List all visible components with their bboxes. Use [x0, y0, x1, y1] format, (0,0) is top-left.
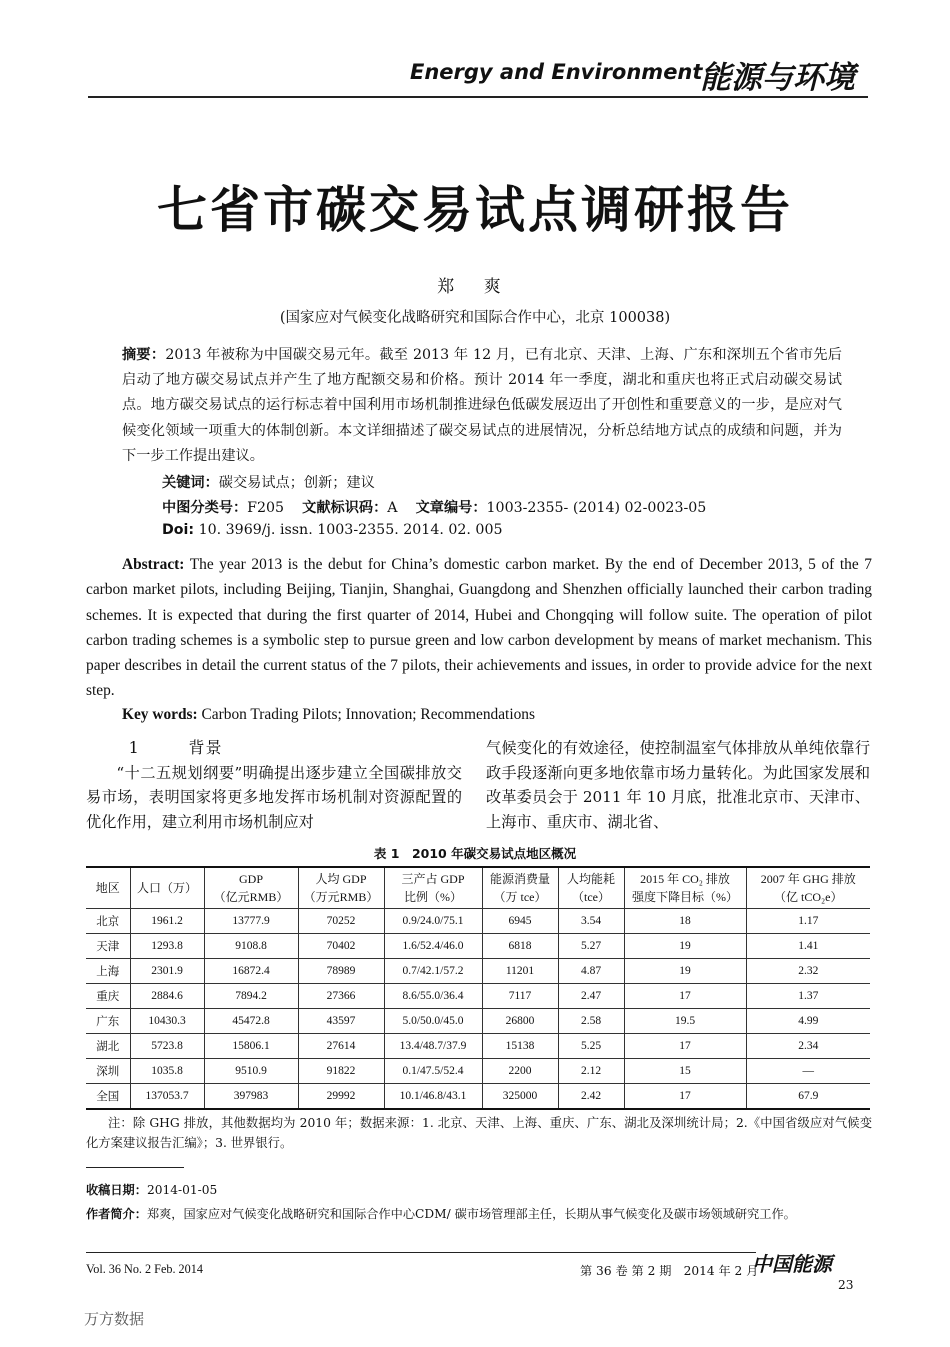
table-cell: 78989 [298, 959, 384, 984]
en-abstract-label: Abstract: [122, 556, 185, 573]
table-cell: 70402 [298, 934, 384, 959]
table-cell: 26800 [482, 1009, 558, 1034]
table-cell: 上海 [86, 959, 130, 984]
table-cell: 18 [624, 909, 746, 934]
table-cell: 2884.6 [130, 984, 204, 1009]
table-cell: 13777.9 [204, 909, 298, 934]
table-row [86, 1009, 870, 1034]
table-cell: 2301.9 [130, 959, 204, 984]
en-abstract [86, 552, 872, 704]
cn-abstract [122, 343, 842, 469]
author-bio: 作者简介：郑爽，国家应对气候变化战略研究和国际合作中心CDM/ 碳市场管理部主任，长期从事气候变化及碳市场领域研究工作。 [86, 1207, 796, 1221]
table-header-cell: 2015 年 CO₂ 排放 强度下降目标（%） [624, 867, 746, 909]
table-cell: 1.6/52.4/46.0 [384, 934, 482, 959]
table-cell: 湖北 [86, 1034, 130, 1059]
table-cell: 9108.8 [204, 934, 298, 959]
table-cell: 0.9/24.0/75.1 [384, 909, 482, 934]
table-cell: 2.58 [558, 1009, 624, 1034]
table-cell: 5.0/50.0/45.0 [384, 1009, 482, 1034]
section-heading: 1 背景 [128, 738, 223, 757]
table-cell: 70252 [298, 909, 384, 934]
table-cell: 4.87 [558, 959, 624, 984]
classification-line: 中图分类号：F205 文献标识码：A 文章编号：1003-2355- (2014) 02-0023-05 [162, 500, 707, 516]
table-cell: 15806.1 [204, 1034, 298, 1059]
table-cell: 11201 [482, 959, 558, 984]
table-header-cell: 三产占 GDP 比例（%） [384, 867, 482, 909]
table-cell: 7117 [482, 984, 558, 1009]
table-header-cell: 2007 年 GHG 排放 （亿 tCO₂e） [746, 867, 870, 909]
table-cell: 广东 [86, 1009, 130, 1034]
table-cell: 137053.7 [130, 1084, 204, 1110]
table-cell: 8.6/55.0/36.4 [384, 984, 482, 1009]
table-header-cell: 人均 GDP （万元RMB） [298, 867, 384, 909]
footnote-rule [86, 1167, 184, 1168]
cn-abstract-text: 2013 年被称为中国碳交易元年。截至 2013 年 12 月，已有北京、天津、上海、广东和深圳五个省市先后启动了地方碳交易试点并产生了地方配额交易和价格。预计 2014 年一季度，湖北和重庆也将正式启动碳交易试点。地方碳交易试点的运行标志着中国利用市场机制推进绿色低碳发展迈出了开创性和重要意义的一步，是应对气候变化领域一项重大的体制创新。本文详细描述了碳交易试点的进展情况，分析总结地方试点的成绩和问题，并为下一步工作提出建议。 [122, 347, 842, 464]
table-header-cell: 人口（万） [130, 867, 204, 909]
table-cell: 全国 [86, 1084, 130, 1110]
table-cell: 天津 [86, 934, 130, 959]
table-cell: 1035.8 [130, 1059, 204, 1084]
table-cell: 7894.2 [204, 984, 298, 1009]
table-cell: 1961.2 [130, 909, 204, 934]
journal-logo: 中国能源 [752, 1252, 832, 1276]
footer-volume-en: Vol. 36 No. 2 Feb. 2014 [86, 1262, 203, 1276]
table-cell: 2.47 [558, 984, 624, 1009]
en-abstract-text: The year 2013 is the debut for China’s domestic carbon market. By the end of December 2013, 5 of the 7 carbon market pilots, including Beijing, Tianjin, Shanghai, Guangdong and Shenzhen officially launched their carbon trading schemes. It is expected that during the first quarter of 2014, Hubei and Chongqing will follow suite. The operation of pilot carbon trading schemes is a symbolic step to pursue green and low carbon development by means of market mechanism. This paper describes in detail the current status of the 7 pilots, their achievements and issues, in order to provide advice for the next step. [86, 556, 873, 700]
body-column-right: 气候变化的有效途径，使控制温室气体排放从单纯依靠行政手段逐渐向更多地依靠市场力量转化。为此国家发展和改革委员会于 2011 年 10 月底，批准北京市、天津市、上海市、重庆市、湖北省、 [486, 739, 870, 831]
table-row [86, 1084, 870, 1110]
table-cell: 17 [624, 984, 746, 1009]
table-cell: 4.99 [746, 1009, 870, 1034]
table-cell: 9510.9 [204, 1059, 298, 1084]
received-date: 收稿日期：2014-01-05 [86, 1183, 218, 1197]
table-cell: 29992 [298, 1084, 384, 1110]
table-cell: 17 [624, 1034, 746, 1059]
table-header-row [86, 867, 870, 909]
author-affiliation: (国家应对气候变化战略研究和国际合作中心，北京 100038) [279, 310, 671, 326]
table-header-cell: 能源消费量 （万 tce） [482, 867, 558, 909]
author-name: 郑 爽 [437, 277, 513, 297]
table-cell: 5723.8 [130, 1034, 204, 1059]
journal-title-en: Energy and Environment [410, 60, 703, 84]
table-cell: 重庆 [86, 984, 130, 1009]
table-cell: 北京 [86, 909, 130, 934]
table-cell: 15 [624, 1059, 746, 1084]
table-cell: 17 [624, 1084, 746, 1110]
doi-line: Doi: 10. 3969/j. issn. 1003-2355. 2014. 02. 005 [162, 522, 503, 538]
table-cell: 43597 [298, 1009, 384, 1034]
table-row [86, 934, 870, 959]
table-cell: 1.41 [746, 934, 870, 959]
table-cell: 19 [624, 934, 746, 959]
en-keywords: Key words: Carbon Trading Pilots; Innovation; Recommendations [122, 706, 535, 723]
table-cell: 15138 [482, 1034, 558, 1059]
table-cell: 10.1/46.8/43.1 [384, 1084, 482, 1110]
table-cell: 1.37 [746, 984, 870, 1009]
table-row [86, 1059, 870, 1084]
footer-rule [86, 1252, 756, 1253]
table-cell: 67.9 [746, 1084, 870, 1110]
page-number: 23 [838, 1278, 854, 1292]
pilot-overview-table [86, 866, 870, 1110]
table-body [86, 909, 870, 1110]
cn-keywords: 关键词：碳交易试点；创新；建议 [162, 475, 375, 491]
table-cell: 2.42 [558, 1084, 624, 1110]
table-cell: 16872.4 [204, 959, 298, 984]
table-cell: 5.27 [558, 934, 624, 959]
table-cell: 19 [624, 959, 746, 984]
table-cell: 10430.3 [130, 1009, 204, 1034]
table-cell: 13.4/48.7/37.9 [384, 1034, 482, 1059]
table-row [86, 909, 870, 934]
table-row [86, 1034, 870, 1059]
table-caption: 表 1 2010 年碳交易试点地区概况 [373, 846, 577, 861]
table-cell: 2200 [482, 1059, 558, 1084]
table-cell: 6818 [482, 934, 558, 959]
table-cell: 5.25 [558, 1034, 624, 1059]
table-cell: 2.34 [746, 1034, 870, 1059]
table-cell: 深圳 [86, 1059, 130, 1084]
table-row [86, 959, 870, 984]
table-cell: 397983 [204, 1084, 298, 1110]
table-cell: — [746, 1059, 870, 1084]
body-paragraph: “十二五规划纲要”明确提出逐步建立全国碳排放交易市场，表明国家将更多地发挥市场机制对资源配置的优化作用，建立利用市场机制应对 [86, 763, 462, 831]
table-cell: 45472.8 [204, 1009, 298, 1034]
table-cell: 2.12 [558, 1059, 624, 1084]
table-cell: 1293.8 [130, 934, 204, 959]
table-header-cell: 地区 [86, 867, 130, 909]
table-cell: 91822 [298, 1059, 384, 1084]
body-column-left [86, 736, 462, 834]
table-header-cell: GDP （亿元RMB） [204, 867, 298, 909]
footer-volume-cn: 第 36 卷 第 2 期 2014 年 2 月 [580, 1264, 759, 1278]
table-cell: 27366 [298, 984, 384, 1009]
table-note: 注：除 GHG 排放，其他数据均为 2010 年；数据来源：1. 北京、天津、上海、重庆、广东、湖北及深圳统计局；2.《中国省级应对气候变化方案建议报告汇编》；3. 世界银行。 [86, 1116, 872, 1150]
table-cell: 325000 [482, 1084, 558, 1110]
header-rule [88, 96, 868, 98]
table-row [86, 984, 870, 1009]
table-cell: 19.5 [624, 1009, 746, 1034]
article-title: 七省市碳交易试点调研报告 [157, 181, 793, 239]
watermark: 万方数据 [84, 1310, 145, 1328]
table-header-cell: 人均能耗 （tce） [558, 867, 624, 909]
table-cell: 6945 [482, 909, 558, 934]
table-cell: 27614 [298, 1034, 384, 1059]
table-cell: 2.32 [746, 959, 870, 984]
journal-title-cn: 能源与环境 [700, 60, 855, 96]
table-cell: 0.7/42.1/57.2 [384, 959, 482, 984]
table-cell: 0.1/47.5/52.4 [384, 1059, 482, 1084]
cn-abstract-label: 摘要： [122, 347, 166, 363]
table-cell: 3.54 [558, 909, 624, 934]
table-cell: 1.17 [746, 909, 870, 934]
